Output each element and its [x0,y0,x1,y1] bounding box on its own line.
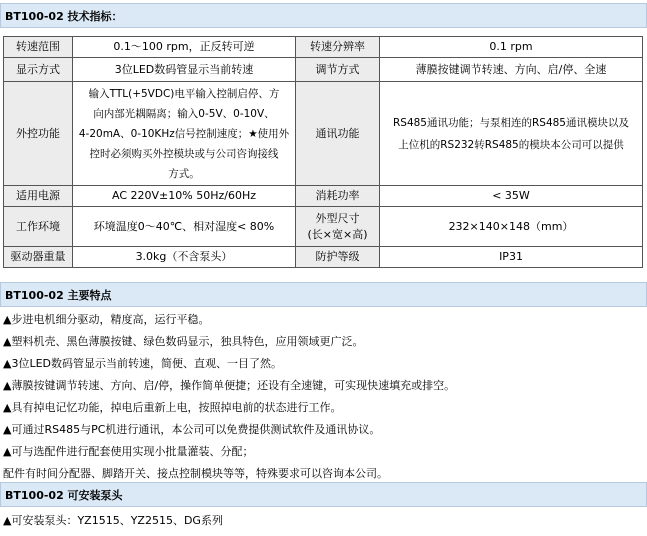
spec-label-multiline [296,207,380,247]
spec-value-line: 上位机的RS232转RS485的模块本公司可以提供 [398,138,624,151]
spec-value-line: 方式。 [168,167,200,180]
spec-section-title: BT100-02 技术指标： [5,10,123,23]
table-row [4,186,643,207]
spec-value: < 35W [380,186,643,207]
spec-label: 工作环境 [4,207,73,247]
table-row [4,82,643,186]
spec-value: 0.1 rpm [380,37,643,58]
spec-label: 通讯功能 [296,82,380,186]
table-row [4,247,643,268]
list-item: ▲塑料机壳、黑色薄膜按键、绿色数码显示，独具特色，应用领域更广泛。 [3,335,364,348]
spec-label: 显示方式 [4,58,73,82]
spec-value: 薄膜按键调节转速、方向、启/停、全速 [380,58,643,82]
spec-value: 3位LED数码管显示当前转速 [73,58,296,82]
table-row [4,37,643,58]
spec-label: 调节方式 [296,58,380,82]
features-section-header [0,282,647,307]
features-list [0,309,647,485]
list-item: ▲可与选配件进行配套使用实现小批量灌装、分配； [3,445,254,458]
pumphead-line [0,510,647,532]
spec-value-line: RS485通讯功能；与泵相连的RS485通讯模块以及 [392,116,629,129]
spec-value-line: 4-20mA、0-10KHz信号控制速度；★使用外 [78,127,290,140]
features-section-title: BT100-02 主要特点 [5,289,112,302]
pumphead-section-title: BT100-02 可安装泵头 [5,489,123,502]
spec-label-line: (长×宽×高) [307,227,368,241]
spec-label: 消耗功率 [296,186,380,207]
spec-value-multiline [380,82,643,186]
spec-value-line: 向内部光耦隔离；输入0-5V、0-10V、 [93,107,275,120]
list-item: 配件有时间分配器、脚踏开关、接点控制模块等等，特殊要求可以咨询本公司。 [3,467,388,480]
spec-section-header [0,3,647,28]
list-item: ▲可安装泵头：YZ1515、YZ2515、DG系列 [3,514,223,527]
spec-label: 转速范围 [4,37,73,58]
spec-label-line: 外型尺寸 [315,211,360,225]
list-item: ▲可通过RS485与PC机进行通讯，本公司可以免费提供测试软件及通讯协议。 [3,423,381,436]
spec-value-line: 控时必须购买外控模块或与公司咨询接线 [89,147,279,160]
spec-label: 外控功能 [4,82,73,186]
spec-value: AC 220V±10% 50Hz/60Hz [73,186,296,207]
spec-value: 3.0kg（不含泵头） [73,247,296,268]
spec-label: 防护等级 [296,247,380,268]
spec-value: 232×140×148（mm） [380,207,643,247]
spec-label: 驱动器重量 [4,247,73,268]
spec-label: 转速分辨率 [296,37,380,58]
spec-table [3,36,643,268]
spec-value-line: 输入TTL(+5VDC)电平输入控制启停、方 [88,87,280,100]
spec-label: 适用电源 [4,186,73,207]
list-item: ▲具有掉电记忆功能，掉电后重新上电，按照掉电前的状态进行工作。 [3,401,342,414]
spec-value-multiline [73,82,296,186]
spec-value: IP31 [380,247,643,268]
pumphead-section-header [0,482,647,507]
list-item: ▲步进电机细分驱动，精度高，运行平稳。 [3,313,210,326]
list-item: ▲薄膜按键调节转速、方向、启/停，操作简单便捷；还设有全速键，可实现快速填充或排空。 [3,379,456,392]
table-row [4,58,643,82]
table-row [4,207,643,247]
list-item: ▲3位LED数码管显示当前转速，简便、直观、一目了然。 [3,357,283,370]
spec-value: 环境温度0～40℃、相对湿度< 80% [73,207,296,247]
spec-value: 0.1～100 rpm，正反转可逆 [73,37,296,58]
